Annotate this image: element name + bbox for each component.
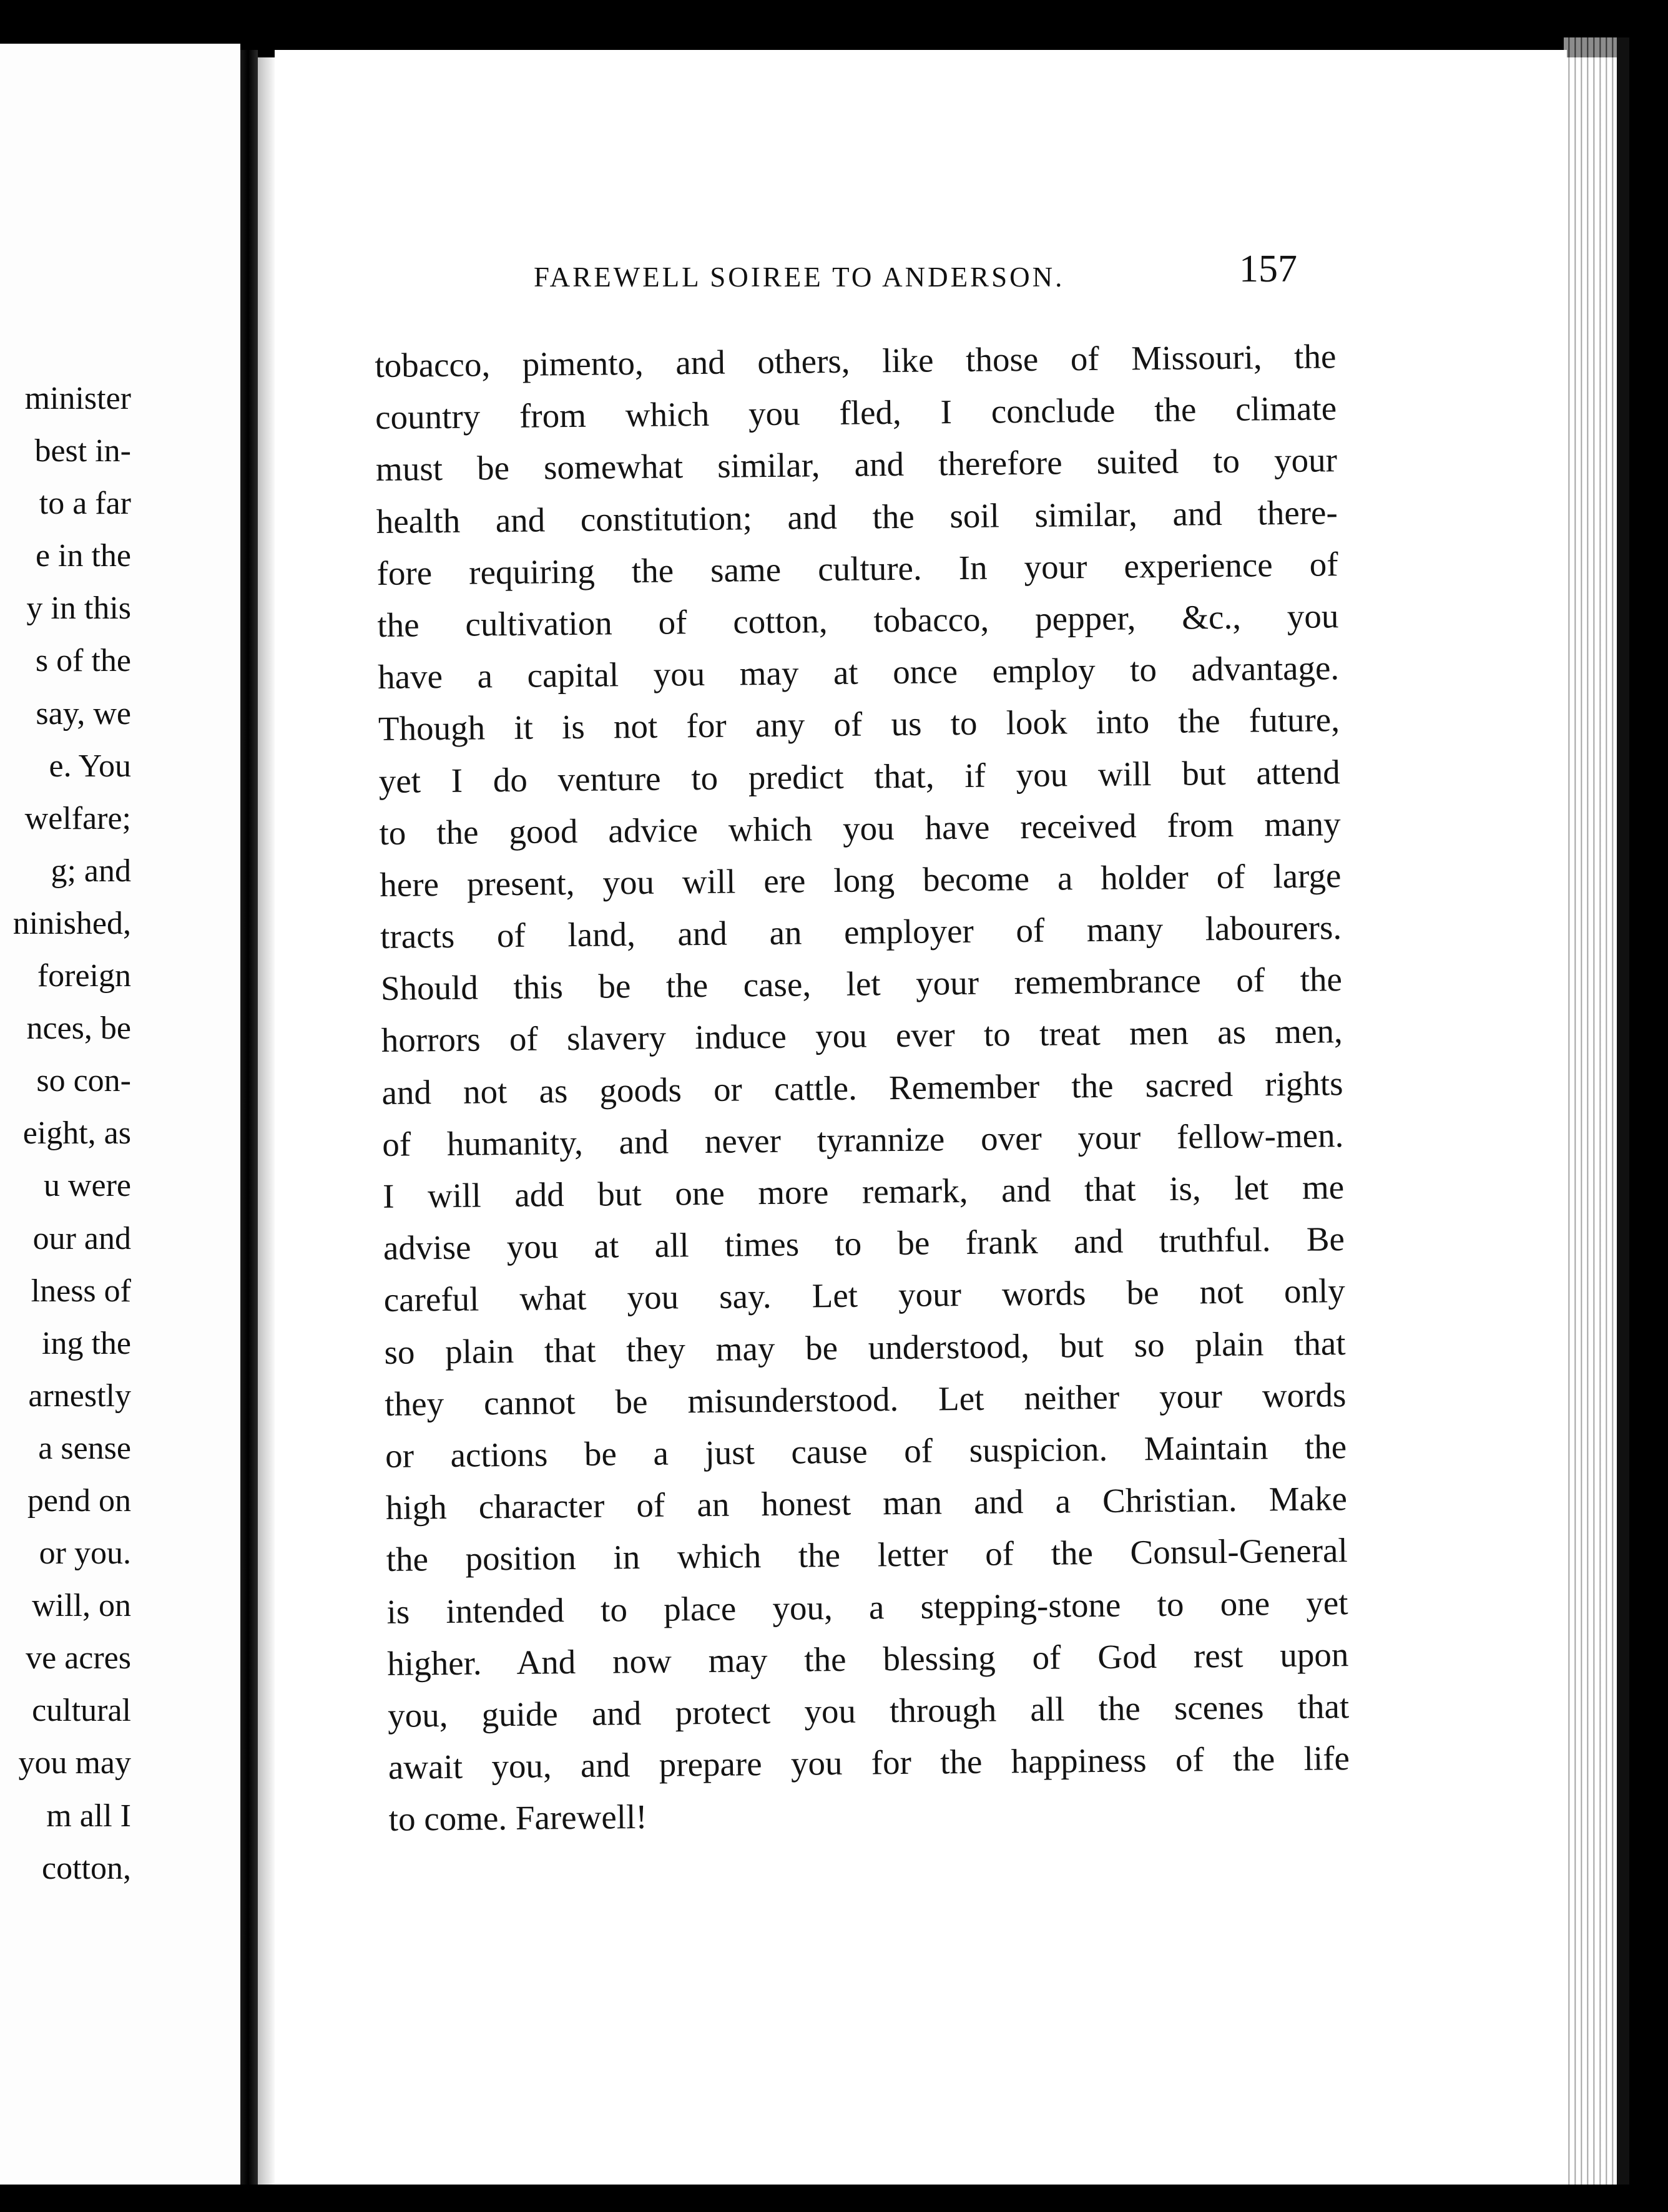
left-line: y in this bbox=[26, 590, 131, 627]
left-line: best in- bbox=[34, 433, 131, 469]
left-line: will, on bbox=[32, 1588, 131, 1624]
left-line: arnestly bbox=[28, 1378, 131, 1414]
left-page bbox=[0, 44, 240, 2191]
text-line: Should this be the case, let your remembrance of the bbox=[380, 960, 1343, 1008]
text-line: high character of an honest man and a Christian. Make bbox=[385, 1479, 1348, 1527]
left-line: a sense bbox=[38, 1430, 131, 1466]
left-line: our and bbox=[32, 1220, 131, 1256]
text-line: or actions be a just cause of suspicion. Maintain the bbox=[385, 1427, 1347, 1475]
left-line: ninished, bbox=[12, 905, 131, 941]
text-line: of humanity, and never tyrannize over your fellow-men. bbox=[382, 1115, 1344, 1163]
left-line: ing the bbox=[42, 1325, 131, 1361]
left-line: to a far bbox=[39, 486, 131, 522]
text-line: and not as goods or cattle. Remember the sacred rights bbox=[381, 1064, 1343, 1112]
text-line: here present, you will ere long become a holder of large bbox=[380, 856, 1342, 904]
text-line: have a capital you may at once employ to advantage. bbox=[377, 648, 1340, 697]
left-line: welfare; bbox=[24, 800, 131, 836]
text-line: is intended to place you, a stepping-stone to one yet bbox=[386, 1583, 1348, 1631]
text-line: horrors of slavery induce you ever to treat men as men, bbox=[381, 1012, 1343, 1060]
left-line: nces, be bbox=[26, 1011, 131, 1047]
left-line: cotton, bbox=[42, 1850, 131, 1886]
text-line: the position in which the letter of the Consul-General bbox=[386, 1531, 1348, 1579]
left-line: u were bbox=[43, 1168, 131, 1204]
left-line: e in the bbox=[35, 538, 131, 574]
left-line: s of the bbox=[35, 643, 131, 679]
text-line: country from which you fled, I conclude the climate bbox=[375, 389, 1337, 437]
left-line: eight, as bbox=[22, 1115, 131, 1152]
text-line: must be somewhat similar, and therefore suited to your bbox=[375, 441, 1338, 489]
left-page-text bbox=[13, 373, 131, 1895]
left-line: foreign bbox=[37, 958, 131, 994]
text-line: tobacco, pimento, and others, like those of Missouri, the bbox=[375, 337, 1337, 384]
text-line: await you, and prepare you for the happiness of the life bbox=[388, 1739, 1350, 1786]
text-line: careful what you say. Let your words be not only bbox=[383, 1271, 1345, 1319]
left-line: cultural bbox=[32, 1693, 131, 1729]
text-line: higher. And now may the blessing of God rest upon bbox=[387, 1635, 1349, 1683]
scan-border-right bbox=[1629, 0, 1668, 2212]
left-line: lness of bbox=[31, 1273, 131, 1309]
text-line: you, guide and protect you through all the scenes that bbox=[387, 1686, 1350, 1735]
text-line: so plain that they may be understood, but so plain that bbox=[384, 1323, 1346, 1371]
left-line: minister bbox=[24, 381, 131, 416]
left-line: ve acres bbox=[26, 1640, 131, 1676]
book-gutter bbox=[240, 50, 258, 2191]
page-block-shadow bbox=[1617, 37, 1629, 2185]
left-line: m all I bbox=[46, 1798, 131, 1834]
text-line: the cultivation of cotton, tobacco, pepper, &c., you bbox=[377, 597, 1339, 644]
text-line: yet I do venture to predict that, if you will but attend bbox=[378, 752, 1341, 800]
left-line: or you. bbox=[39, 1535, 131, 1572]
text-line: to the good advice which you have received from many bbox=[379, 804, 1341, 852]
left-line: pend on bbox=[27, 1482, 131, 1519]
text-line: Though it is not for any of us to look into the future, bbox=[378, 700, 1340, 748]
page-body-text bbox=[375, 330, 1350, 1845]
left-line: e. You bbox=[49, 748, 131, 784]
text-line: tracts of land, and an employer of many labourers. bbox=[380, 908, 1342, 956]
scan-border-top bbox=[0, 0, 1668, 57]
left-line: so con- bbox=[36, 1063, 131, 1099]
scan-border-bottom bbox=[0, 2185, 1668, 2212]
text-line: I will add but one more remark, and that is, let me bbox=[382, 1168, 1345, 1215]
text-line: to come. Farewell! bbox=[388, 1798, 647, 1839]
running-head: FAREWELL SOIREE TO ANDERSON. bbox=[534, 262, 1065, 293]
text-line: they cannot be misunderstood. Let neither your words bbox=[385, 1375, 1347, 1423]
left-line: you may bbox=[18, 1745, 131, 1781]
gutter-shadow bbox=[258, 56, 277, 2185]
left-line: g; and bbox=[51, 853, 131, 889]
left-line: say, we bbox=[36, 695, 131, 732]
page-number: 157 bbox=[1239, 248, 1297, 290]
text-line: health and constitution; and the soil similar, and there- bbox=[376, 492, 1338, 541]
text-line: advise you at all times to be frank and truthful. Be bbox=[383, 1220, 1345, 1268]
text-line: fore requiring the same culture. In your experience of bbox=[376, 544, 1338, 592]
